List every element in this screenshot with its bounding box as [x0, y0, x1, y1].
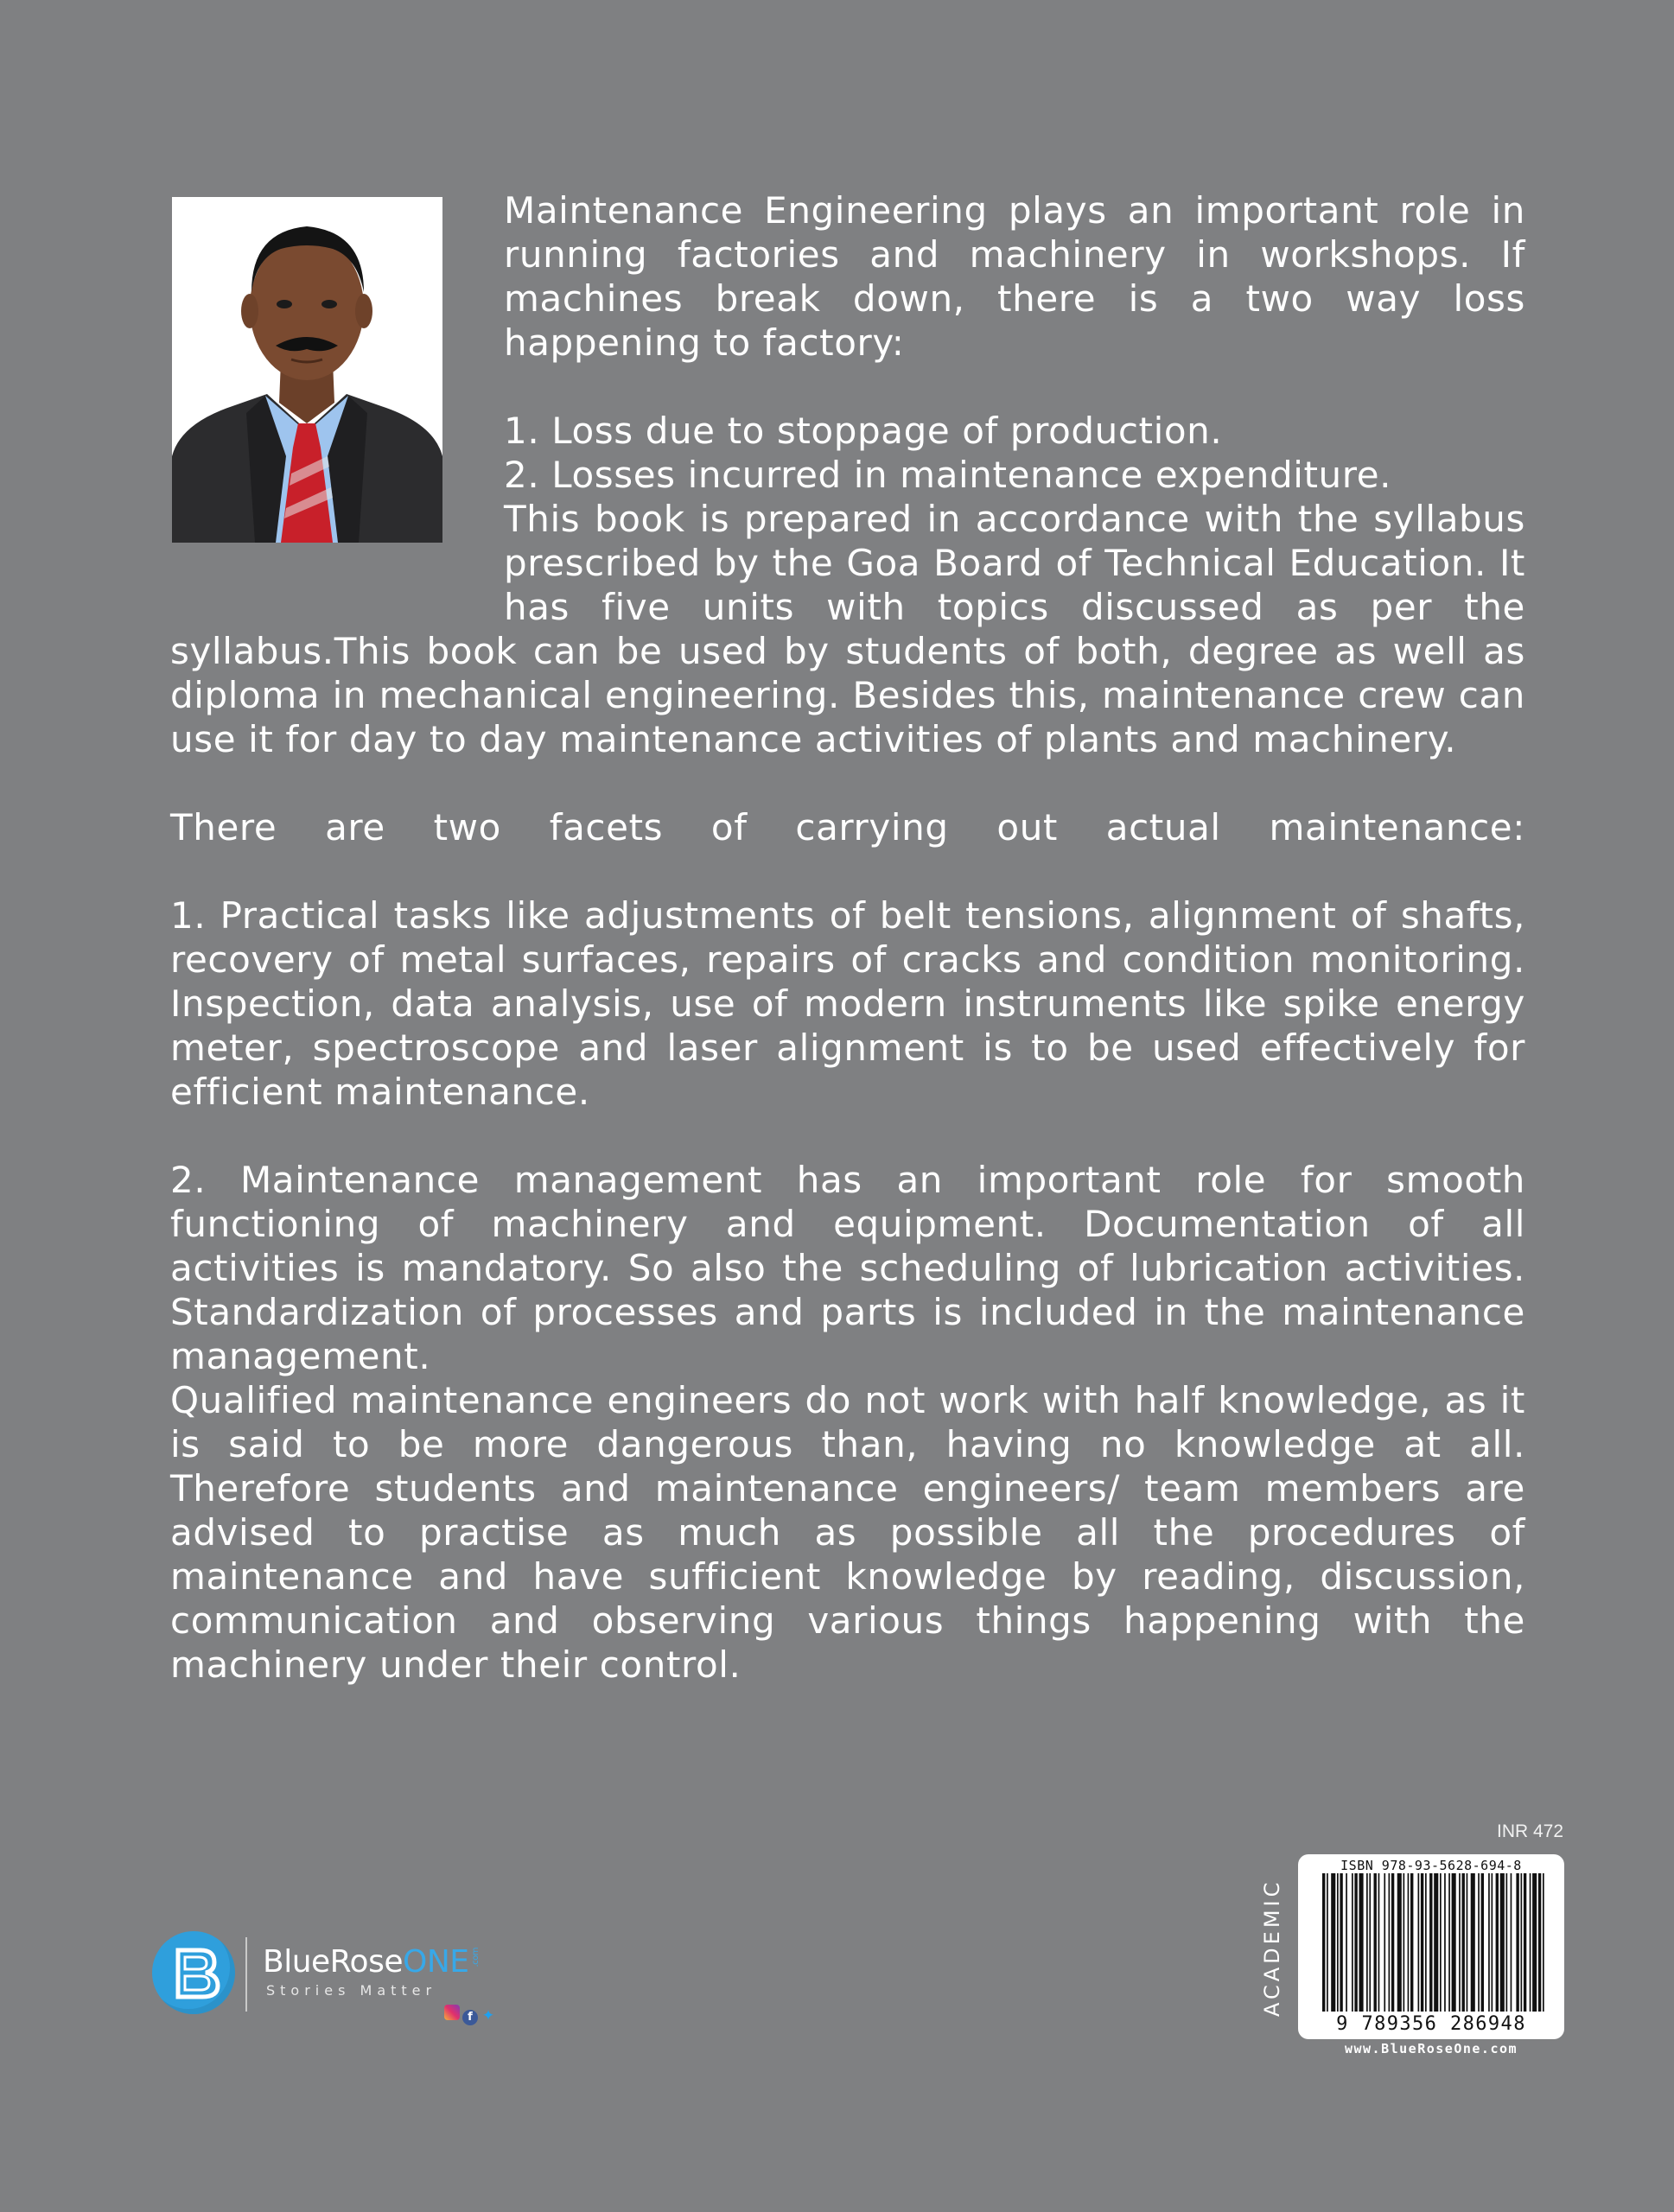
barcode-bar — [1369, 1873, 1371, 2012]
barcode-bar — [1448, 1873, 1450, 2012]
barcode-bar — [1403, 1873, 1405, 2012]
barcode-bar — [1337, 1873, 1339, 2012]
barcode-bar — [1478, 1873, 1480, 2012]
barcode-bar — [1452, 1873, 1456, 2012]
barcode-bar — [1462, 1873, 1465, 2012]
barcode-bar — [1532, 1873, 1537, 2012]
barcode-bar — [1492, 1873, 1493, 2012]
barcode-bar — [1467, 1873, 1468, 2012]
barcode-bar — [1459, 1873, 1461, 2012]
barcode-bar — [1391, 1873, 1394, 2012]
barcode-bar — [1340, 1873, 1342, 2012]
facebook-icon: f — [462, 2010, 478, 2025]
blurb-closing-paragraph: Qualified maintenance engineers do not work with half knowledge, as it is said to be more dangerous than, having no knowledge at all. Therefore students and maintenance engineers/ team members are advised to practise as much as possible all the procedures of maintenance and have sufficient knowledge by reading, discussion, communication and observing various things happening with the machinery under their control. — [170, 1379, 1525, 1686]
publisher-name-part2: ONE — [403, 1944, 469, 1980]
barcode-bar — [1374, 1873, 1377, 2012]
blurb-syllabus-paragraph: This book is prepared in accordance with the syllabus prescribed by the Goa Board of Technical Education. It has five units with topics discussed as per the syllabus.This book can be used by students of both, degree as well as diploma in mechanical engineering. Besides this, maintenance crew can use it for day to day maintenance activities of plants and machinery. — [170, 498, 1525, 760]
barcode-bar — [1506, 1873, 1508, 2012]
barcode-bar — [1327, 1873, 1328, 2012]
barcode-bar — [1389, 1873, 1391, 2012]
logo-divider — [245, 1937, 247, 2012]
barcode-bar — [1516, 1873, 1518, 2012]
barcode-bar — [1331, 1873, 1335, 2012]
isbn-barcode — [1298, 1854, 1564, 2039]
barcode-bar — [1524, 1873, 1526, 2012]
barcode-bar — [1418, 1873, 1420, 2012]
barcode-bar — [1530, 1873, 1531, 2012]
barcode-bar — [1496, 1873, 1499, 2012]
loss-item-1: 1. Loss due to stoppage of production. — [504, 410, 1223, 452]
barcode-bar — [1421, 1873, 1423, 2012]
barcode-bar — [1500, 1873, 1505, 2012]
isbn-number: ISBN 978-93-5628-694-8 — [1340, 1858, 1522, 1873]
barcode-bar — [1397, 1873, 1402, 2012]
social-icons — [444, 2005, 499, 2022]
barcode-bar — [1346, 1873, 1347, 2012]
barcode-bar — [1440, 1873, 1442, 2012]
publisher-logo — [152, 1929, 532, 2032]
barcode-bar — [1521, 1873, 1523, 2012]
barcode-bar — [1481, 1873, 1484, 2012]
barcode-bar — [1434, 1873, 1438, 2012]
barcode-bar — [1488, 1873, 1490, 2012]
barcode-bar — [1408, 1873, 1410, 2012]
price-label: INR 472 — [1497, 1821, 1564, 1841]
barcode-bar — [1384, 1873, 1385, 2012]
barcode-bar — [1471, 1873, 1475, 2012]
barcode-bar — [1366, 1873, 1368, 2012]
category-label: ACADEMIC — [1260, 1878, 1284, 2017]
barcode-bar — [1444, 1873, 1446, 2012]
barcode-bar — [1410, 1873, 1413, 2012]
publisher-emblem-icon — [152, 1931, 235, 2014]
barcode-bar — [1322, 1873, 1325, 2012]
facets-heading: There are two facets of carrying out actual maintenance: — [170, 806, 1525, 849]
instagram-icon — [444, 2005, 460, 2020]
barcode-bar — [1429, 1873, 1432, 2012]
barcode-bar — [1511, 1873, 1512, 2012]
publisher-website: www.BlueRoseOne.com — [1344, 2041, 1518, 2056]
barcode-bar — [1425, 1873, 1427, 2012]
blurb-intro-paragraph: Maintenance Engineering plays an important role in running factories and machinery in workshops. If machines break down, there is a two way loss happening to factory: — [504, 189, 1525, 364]
barcode-bar — [1352, 1873, 1353, 2012]
barcode-bar — [1543, 1873, 1544, 2012]
barcode-bar — [1538, 1873, 1541, 2012]
loss-item-2: 2. Losses incurred in maintenance expenditure. — [504, 454, 1392, 496]
barcode-digits: 9 789356 286948 — [1336, 2013, 1526, 2035]
barcode-bar — [1354, 1873, 1357, 2012]
twitter-icon: ✦ — [481, 2007, 495, 2024]
publisher-domain-suffix: .com — [470, 1948, 481, 1967]
publisher-name-part1: BlueRose — [263, 1944, 403, 1980]
barcode-bars — [1317, 1873, 1549, 2018]
publisher-tagline: Stories Matter — [266, 1982, 437, 1999]
barcode-bar — [1378, 1873, 1380, 2012]
publisher-name — [263, 1944, 481, 1980]
back-cover-blurb — [170, 188, 1525, 1687]
facet-item-1: 1. Practical tasks like adjustments of belt tensions, alignment of shafts, recovery of metal surfaces, repairs of cracks and condition monitoring. Inspection, data analysis, use of modern instruments like spike energy meter, spectroscope and laser alignment is to be used effectively for efficient maintenance. — [170, 894, 1525, 1113]
facet-item-2: 2. Maintenance management has an important role for smooth functioning of machinery and equipment. Documentation of all activities is mandatory. So also the scheduling of lubrication activities. Standardization of processes and parts is included in the maintenance management. — [170, 1159, 1525, 1377]
barcode-bar — [1359, 1873, 1364, 2012]
